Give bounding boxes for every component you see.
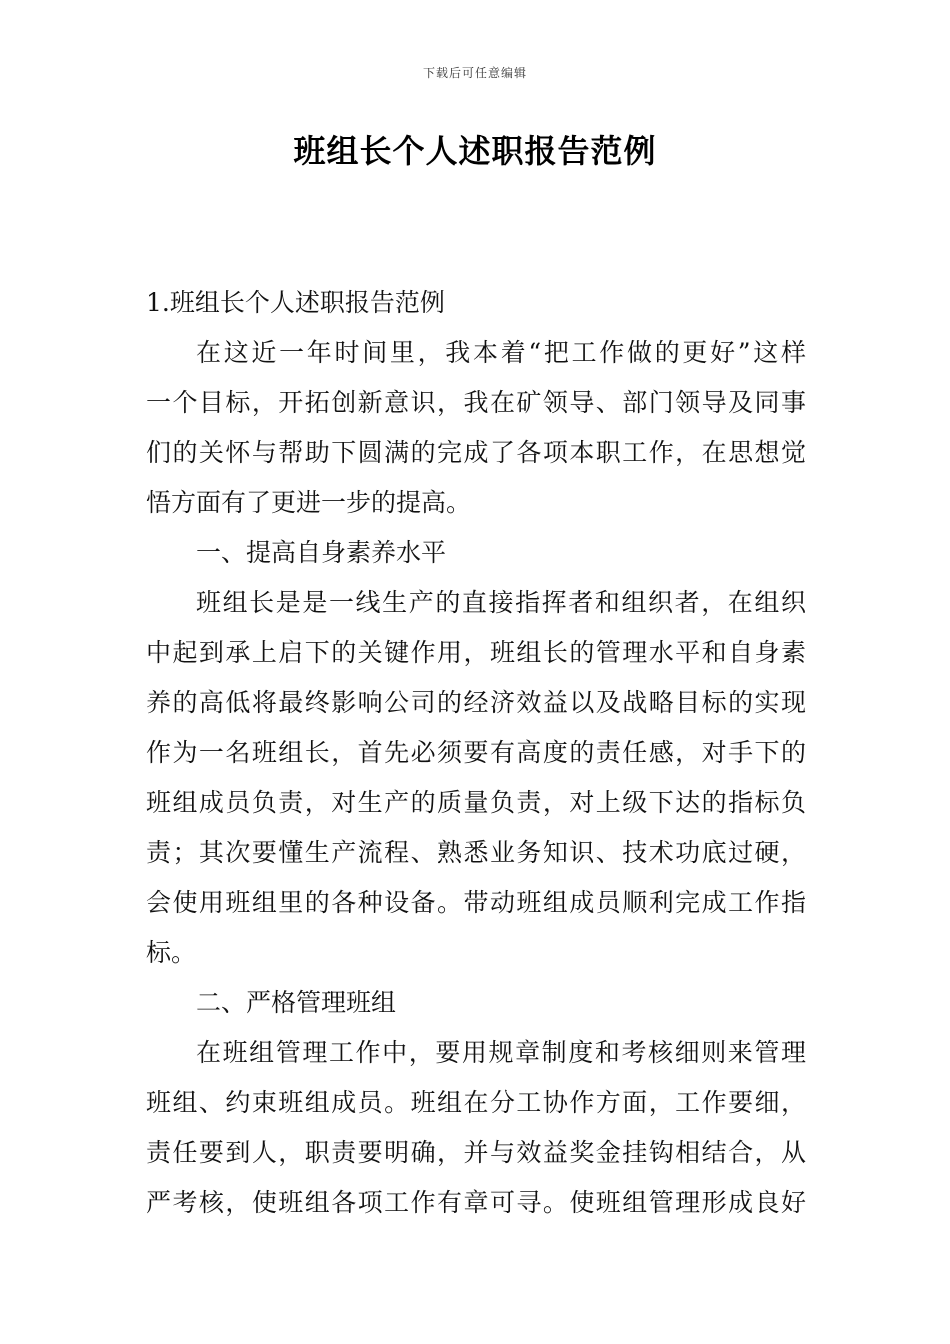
paragraph-line: 作为一名班组长，首先必须要有高度的责任感，对手下的 [146,738,806,767]
paragraph-line: 中起到承上启下的关键作用，班组长的管理水平和自身素 [146,638,806,667]
paragraph-line: 养的高低将最终影响公司的经济效益以及战略目标的实现 [146,688,806,717]
section-heading [146,278,806,328]
document-body [146,278,806,1228]
subheading-text: 二、严格管理班组 [196,988,397,1017]
header-note: 下载后可任意编辑 [422,66,527,80]
paragraph-line: 标。 [146,938,197,967]
paragraph-3 [146,1028,806,1228]
paragraph-line: 责；其次要懂生产流程、熟悉业务知识、技术功底过硬， [146,838,806,867]
subheading-text: 一、提高自身素养水平 [196,538,447,567]
subheading-2 [146,978,806,1028]
paragraph-1 [146,328,806,528]
paragraph-line: 在这近一年时间里，我本着“把工作做的更好”这样 [196,338,806,367]
paragraph-line: 一个目标，开拓创新意识，我在矿领导、部门领导及同事 [146,388,806,417]
paragraph-line: 会使用班组里的各种设备。带动班组成员顺利完成工作指 [146,888,806,917]
paragraph-line: 悟方面有了更进一步的提高。 [146,488,472,517]
subheading-1 [146,528,806,578]
paragraph-line: 班组成员负责，对生产的质量负责，对上级下达的指标负 [146,788,806,817]
document-title: 班组长个人述职报告范例 [293,132,657,170]
paragraph-line: 在班组管理工作中，要用规章制度和考核细则来管理 [196,1038,806,1067]
paragraph-line: 班组长是是一线生产的直接指挥者和组织者，在组织 [196,588,806,617]
paragraph-line: 班组、约束班组成员。班组在分工协作方面，工作要细， [146,1088,806,1117]
paragraph-2 [146,578,806,978]
paragraph-line: 们的关怀与帮助下圆满的完成了各项本职工作，在思想觉 [146,438,806,467]
paragraph-line: 责任要到人，职责要明确，并与效益奖金挂钩相结合，从 [146,1138,806,1167]
paragraph-line: 严考核，使班组各项工作有章可寻。使班组管理形成良好 [146,1188,806,1217]
section-heading-text: 1.班组长个人述职报告范例 [146,288,445,317]
